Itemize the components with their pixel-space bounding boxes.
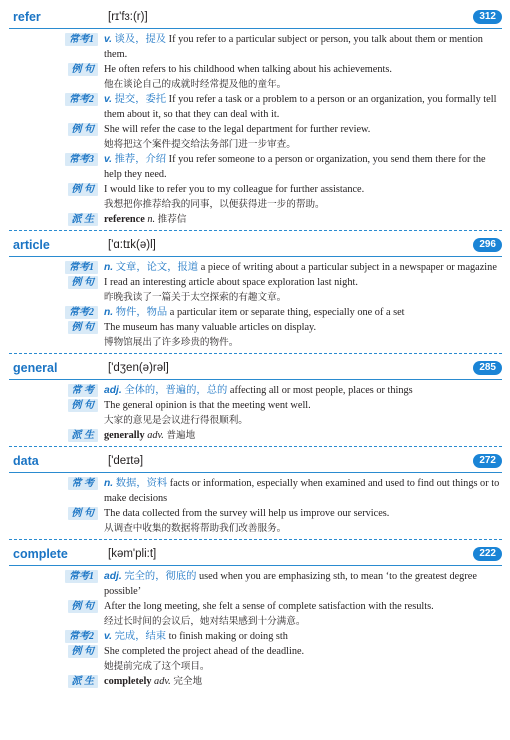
row-label-cell [9,260,104,275]
frequency-badge: 272 [473,454,502,468]
row-text [104,260,502,275]
row-label-cell [9,428,104,443]
row-text [104,476,502,506]
part-of-speech: v. [104,631,113,642]
row-text [104,506,502,536]
sense-row [9,152,502,182]
row-label: 例 句 [68,123,99,136]
entry-header [9,357,502,380]
row-label-cell [9,32,104,62]
headword: data [13,454,39,468]
row-label: 例 句 [68,399,99,412]
definition: affecting all or most people, places or things [229,385,413,396]
row-label-cell [9,92,104,122]
derived-word: generally [104,430,145,441]
sense-row [9,92,502,122]
example-translation: 经过长时间的会议后，她对结果感到十分满意。 [104,616,306,627]
derived-pos: adv. [147,430,164,441]
row-label-cell [9,674,104,689]
row-label: 常 考 [68,384,99,397]
example-sentence: After the long meeting, she felt a sense of complete satisfaction with the results. [104,601,434,612]
row-text [104,599,502,629]
row-label-cell [9,644,104,674]
row-text [104,152,502,182]
row-label-cell [9,599,104,629]
example-row [9,398,502,428]
row-label: 例 句 [68,600,99,613]
row-label-cell [9,506,104,536]
example-row [9,599,502,629]
row-label-cell [9,398,104,428]
row-text [104,320,502,350]
chinese-meaning: 推荐，介绍 [114,154,167,165]
row-label: 常考3 [65,153,98,166]
chinese-meaning: 完全的，彻底的 [124,571,197,582]
row-label: 常考1 [65,261,98,274]
row-text [104,629,502,644]
example-translation: 昨晚我读了一篇关于太空探索的有趣文章。 [104,292,287,303]
row-label-cell [9,305,104,320]
sense-row [9,260,502,275]
derived-pos: n. [147,214,156,225]
chinese-meaning: 文章，论文，报道 [115,262,199,273]
headword: article [13,238,50,252]
part-of-speech: adj. [104,385,122,396]
row-label-cell [9,275,104,305]
definition: If you refer to a particular subject or person, you talk about them or mention them. [104,34,483,60]
example-sentence: She completed the project ahead of the deadline. [104,646,305,657]
example-sentence: The data collected from the survey will help us improve our services. [104,508,390,519]
entry-header [9,543,502,566]
example-sentence: He often refers to his childhood when talking about his achievements. [104,64,392,75]
row-label: 例 句 [68,276,99,289]
example-row [9,320,502,350]
row-text [104,92,502,122]
row-label: 常考2 [65,93,98,106]
definition: If you refer a task or a problem to a person or an organization, you formally tell them about it, so that they can deal with it. [104,94,497,120]
definition: to finish making or doing sth [168,631,288,642]
row-text [104,428,502,443]
frequency-badge: 296 [473,238,502,252]
row-text [104,398,502,428]
row-label: 常考2 [65,306,98,319]
entry-header [9,450,502,473]
example-translation: 博物馆展出了许多珍贵的物件。 [104,337,239,348]
row-label-cell [9,320,104,350]
example-translation: 她提前完成了这个项目。 [104,661,210,672]
deriv-row [9,212,502,227]
example-translation: 大家的意见是会议进行得很顺利。 [104,415,248,426]
chinese-meaning: 物件，物品 [115,307,168,318]
row-label-cell [9,182,104,212]
example-translation: 从调查中收集的数据将帮助我们改善服务。 [104,523,287,534]
row-label: 派 生 [68,213,99,226]
derived-meaning: 完全地 [173,676,203,687]
row-label: 例 句 [68,645,99,658]
word-entry [9,357,502,447]
row-label: 例 句 [68,507,99,520]
phonetic: ['ɑ:tɪk(ə)l] [108,239,156,251]
example-sentence: The general opinion is that the meeting went well. [104,400,311,411]
chinese-meaning: 谈及，提及 [114,34,167,45]
definition: used when you are emphasizing sth, to mean ‘to the greatest degree possible’ [104,571,477,597]
row-label-cell [9,152,104,182]
row-text [104,182,502,212]
phonetic: ['dʒen(ə)rəl] [108,362,169,374]
part-of-speech: adj. [104,571,122,582]
row-label: 例 句 [68,183,99,196]
part-of-speech: n. [104,307,114,318]
example-translation: 我想把你推荐给我的同事，以便获得进一步的帮助。 [104,199,325,210]
row-text [104,62,502,92]
example-row [9,644,502,674]
row-label-cell [9,476,104,506]
row-text [104,305,502,320]
derived-meaning: 普遍地 [166,430,196,441]
entry-header [9,6,502,29]
word-entry [9,450,502,540]
definition: a piece of writing about a particular subject in a newspaper or magazine [200,262,497,273]
row-label-cell [9,629,104,644]
derived-meaning: 推荐信 [157,214,187,225]
row-label-cell [9,383,104,398]
frequency-badge: 312 [473,10,502,24]
definition: a particular item or separate thing, especially one of a set [169,307,405,318]
row-label: 常考1 [65,33,98,46]
word-entry [9,543,502,692]
part-of-speech: v. [104,34,113,45]
row-text [104,674,502,689]
row-text [104,383,502,398]
example-row [9,122,502,152]
row-text [104,212,502,227]
example-row [9,506,502,536]
sense-row [9,476,502,506]
phonetic: [rɪ'fɜ:(r)] [108,11,148,23]
sense-row [9,569,502,599]
headword: general [13,361,58,375]
row-label-cell [9,122,104,152]
row-label: 派 生 [68,429,99,442]
deriv-row [9,674,502,689]
entry-header [9,234,502,257]
sense-row [9,383,502,398]
example-sentence: The museum has many valuable articles on display. [104,322,317,333]
row-text [104,275,502,305]
row-label: 例 句 [68,321,99,334]
word-entry [9,6,502,231]
row-label: 常考1 [65,570,98,583]
example-row [9,182,502,212]
example-sentence: I would like to refer you to my colleague for further assistance. [104,184,365,195]
headword: complete [13,547,68,561]
row-text [104,122,502,152]
frequency-badge: 285 [473,361,502,375]
definition: facts or information, especially when examined and used to find out things or to make decisions [104,478,500,504]
part-of-speech: v. [104,94,113,105]
part-of-speech: n. [104,262,114,273]
derived-word: completely [104,676,152,687]
sense-row [9,629,502,644]
headword: refer [13,10,41,24]
phonetic: [kəm'pli:t] [108,548,157,560]
chinese-meaning: 完成，结束 [114,631,167,642]
row-label-cell [9,569,104,599]
row-label: 常考2 [65,630,98,643]
derived-word: reference [104,214,145,225]
row-text [104,569,502,599]
example-row [9,275,502,305]
row-text [104,644,502,674]
definition: If you refer someone to a person or organization, you send them there for the help they need. [104,154,486,180]
example-row [9,62,502,92]
sense-row [9,32,502,62]
example-sentence: She will refer the case to the legal department for further review. [104,124,371,135]
example-translation: 她将把这个案件提交给法务部门进一步审查。 [104,139,296,150]
row-label-cell [9,212,104,227]
row-label: 派 生 [68,675,99,688]
phonetic: ['deɪtə] [108,455,144,467]
chinese-meaning: 提交，委托 [114,94,167,105]
example-sentence: I read an interesting article about space exploration last night. [104,277,358,288]
chinese-meaning: 数据，资料 [115,478,168,489]
row-text [104,32,502,62]
deriv-row [9,428,502,443]
sense-row [9,305,502,320]
chinese-meaning: 全体的，普遍的，总的 [124,385,228,396]
derived-pos: adv. [154,676,171,687]
word-entry [9,234,502,354]
part-of-speech: n. [104,478,114,489]
part-of-speech: v. [104,154,113,165]
row-label-cell [9,62,104,92]
frequency-badge: 222 [473,547,502,561]
row-label: 例 句 [68,63,99,76]
example-translation: 他在谈论自己的成就时经常提及他的童年。 [104,79,287,90]
row-label: 常 考 [68,477,99,490]
